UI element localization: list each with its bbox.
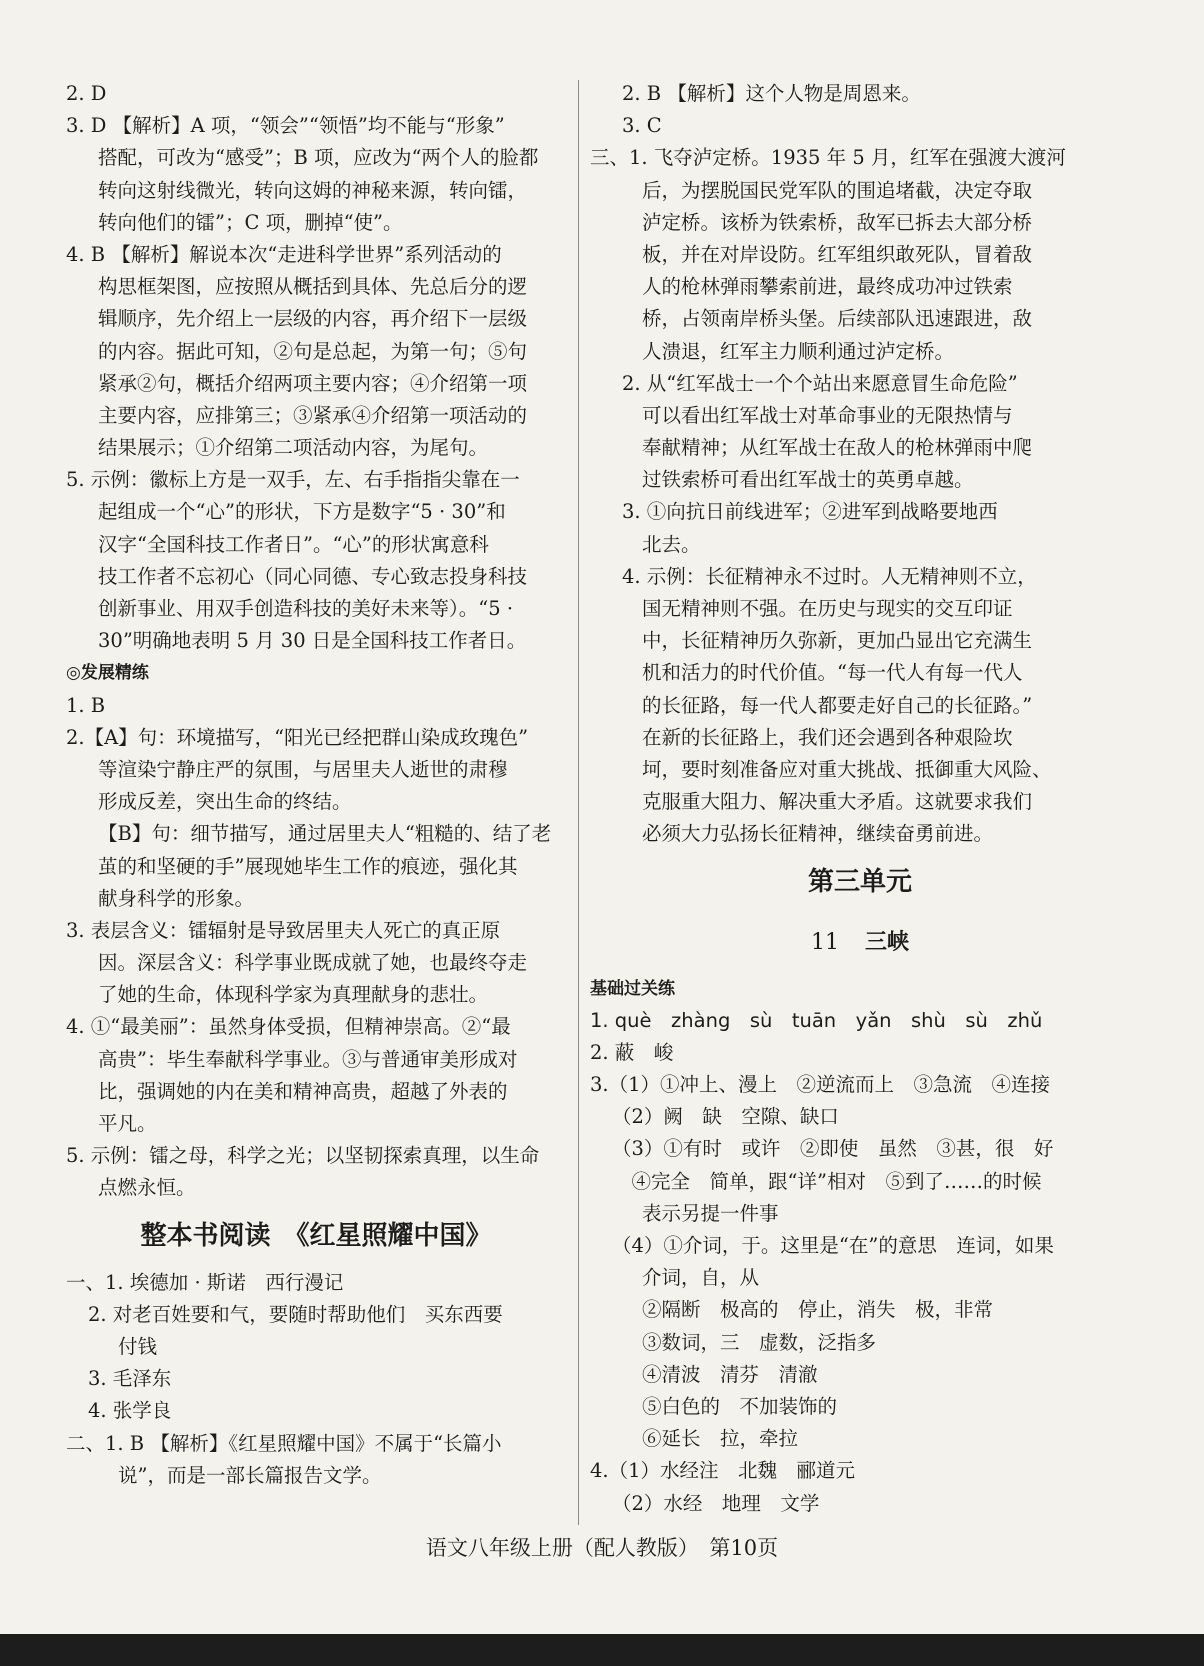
answer-line: 茧的和坚硬的手”展现她毕生工作的痕迹，强化其 [98, 854, 518, 878]
subsection-heading: 基础过关练 [590, 978, 675, 999]
subsection-heading: ◎发展精练 [66, 663, 149, 684]
answer-line: （4）①介词，于。这里是“在”的意思 连词，如果 [612, 1234, 1054, 1257]
answer-line: 奉献精神；从红军战士在敌人的枪林弹雨中爬 [642, 436, 1033, 460]
left-column [66, 78, 566, 1492]
answer-line: 板，并在对岸设防。红军组织敢死队，冒着敌 [642, 242, 1033, 266]
answer-line: 的内容。据此可知，②句是总起，为第一句；⑤句 [98, 339, 528, 363]
answer-line: 等渲染宁静庄严的氛围，与居里夫人逝世的肃穆 [98, 757, 508, 781]
answer-line: 介词，自，从 [642, 1266, 760, 1290]
answer-line: 3. C [622, 114, 662, 138]
answer-line: 献身科学的形象。 [98, 886, 255, 910]
answer-line: 桥，占领南岸桥头堡。后续部队迅速跟进，敌 [642, 307, 1033, 331]
answer-line: 1. B [66, 693, 106, 717]
answer-line: 克服重大阻力、解决重大矛盾。这就要求我们 [642, 790, 1033, 814]
answer-line: 中，长征精神历久弥新，更加凸显出它充满生 [642, 629, 1033, 653]
answer-line: 汉字“全国科技工作者日”。“心”的形状寓意科 [98, 532, 489, 556]
answer-line: 30”明确地表明 5 月 30 日是全国科技工作者日。 [98, 629, 527, 653]
answer-line: ④完全 简单，跟“详”相对 ⑤到了……的时候 [612, 1169, 1042, 1193]
answer-line: 转向这射线微光，转向这姆的神秘来源，转向镭， [98, 178, 528, 202]
answer-line: 5. 示例：徽标上方是一双手，左、右手指指尖靠在一 [66, 468, 520, 492]
answer-line: 搭配，可改为“感受”；B 项，应改为“两个人的脸都 [98, 146, 539, 170]
answer-line: 人溃退，红军主力顺利通过泸定桥。 [642, 339, 955, 363]
answer-line: 付钱 [118, 1334, 158, 1358]
right-column [590, 78, 1130, 1520]
answer-line: 创新事业、用双手创造科技的美好未来等）。“5 · [98, 597, 514, 620]
answer-line: 人的枪林弹雨攀索前进，最终成功冲过铁索 [642, 275, 1013, 299]
answer-line: 坷，要时刻准备应对重大挑战、抵御重大风险、 [642, 757, 1052, 781]
answer-line: 说”，而是一部长篇报告文学。 [118, 1463, 382, 1487]
answer-line: 机和活力的时代价值。“每一代人有每一代人 [642, 661, 1023, 685]
answer-line: 三、1. 飞夺泸定桥。1935 年 5 月，红军在强渡大渡河 [590, 146, 1066, 170]
answer-line: 的长征路，每一代人都要走好自己的长征路。” [642, 693, 1033, 717]
answer-line: 紧承②句，概括介绍两项主要内容；④介绍第一项 [98, 371, 528, 395]
lesson-name: 三峡 [864, 929, 909, 955]
answer-line: 比，强调她的内在美和精神高贵，超越了外表的 [98, 1079, 508, 1103]
answer-line: 3. ①向抗日前线进军；②进军到战略要地西 [622, 500, 998, 524]
answer-line: 主要内容，应排第三；③紧承④介绍第一项活动的 [98, 403, 528, 427]
answer-line: 2. 从“红军战士一个个站出来愿意冒生命危险” [622, 371, 1018, 395]
answer-line: 构思框架图，应按照从概括到具体、先总后分的逻 [98, 275, 528, 299]
answer-line: 技工作者不忘初心（同心同德、专心致志投身科技 [98, 564, 528, 588]
answer-line: ②隔断 极高的 停止，消失 极，非常 [642, 1298, 994, 1322]
answer-line: ④清波 清芬 清澈 [642, 1362, 818, 1386]
answer-line: 4. ①“最美丽”：虽然身体受损，但精神崇高。②“最 [66, 1015, 511, 1039]
answer-line: 形成反差，突出生命的终结。 [98, 790, 352, 814]
answer-line: 2.【A】句：环境描写，“阳光已经把群山染成玫瑰色” [66, 725, 529, 749]
answer-line: 结果展示；①介绍第二项活动内容，为尾句。 [98, 436, 489, 460]
answer-line: 3. 表层含义：镭辐射是导致居里夫人死亡的真正原 [66, 918, 501, 942]
answer-line: 国无精神则不强。在历史与现实的交互印证 [642, 597, 1013, 620]
answer-line: 可以看出红军战士对革命事业的无限热情与 [642, 403, 1013, 427]
answer-line: 转向他们的镭”；C 项，删掉“使”。 [98, 210, 403, 234]
answer-line: 4. 张学良 [88, 1399, 172, 1423]
answer-line: 点燃永恒。 [98, 1176, 196, 1200]
answer-line: 起组成一个“心”的形状，下方是数字“5 · 30”和 [98, 500, 506, 524]
answer-line: 2. 蔽 峻 [590, 1040, 674, 1064]
answer-line: 4. 示例：长征精神永不过时。人无精神则不立， [622, 564, 1037, 588]
answer-line: 表示另提一件事 [642, 1201, 779, 1225]
lesson-number: 11 [810, 929, 839, 955]
answer-line: 3.（1）①冲上、漫上 ②逆流而上 ③急流 ④连接 [590, 1073, 1051, 1097]
answer-line: ⑤白色的 不加装饰的 [642, 1394, 838, 1418]
answer-line: ⑥延长 拉，牵拉 [642, 1427, 799, 1451]
answer-line: 二、1. B 【解析】《红星照耀中国》不属于“长篇小 [66, 1431, 502, 1455]
answer-line: 2. D [66, 82, 107, 105]
answer-line: 【B】句：细节描写，通过居里夫人“粗糙的、结了老 [98, 822, 552, 846]
answer-line: 必须大力弘扬长征精神，继续奋勇前进。 [642, 822, 994, 846]
answer-line: 2. 对老百姓要和气，要随时帮助他们 买东西要 [88, 1302, 503, 1326]
answer-line: （3）①有时 或许 ②即使 虽然 ③甚，很 好 [612, 1137, 1054, 1161]
answer-line: （2）阙 缺 空隙、缺口 [612, 1105, 839, 1129]
answer-line: 一、1. 埃德加 · 斯诺 西行漫记 [66, 1270, 344, 1294]
answer-line: 后，为摆脱国民党军队的围追堵截，决定夺取 [642, 178, 1033, 202]
answer-line: 1. què zhàng sù tuān yǎn shù sù zhǔ [590, 1008, 1043, 1032]
answer-line: 在新的长征路上，我们还会遇到各种艰险坎 [642, 725, 1013, 749]
answer-line: 3. 毛泽东 [88, 1367, 172, 1391]
scan-edge-bar [0, 1634, 1204, 1666]
answer-line: 过铁索桥可看出红军战士的英勇卓越。 [642, 468, 974, 492]
answer-line: 2. B 【解析】这个人物是周恩来。 [622, 82, 921, 105]
answer-line: 3. D 【解析】A 项，“领会”“领悟”均不能与“形象” [66, 114, 505, 138]
answer-line: 了她的生命，体现科学家为真理献身的悲壮。 [98, 983, 489, 1007]
section-heading: 整本书阅读 《红星照耀中国》 [140, 1220, 492, 1251]
answer-line: 因。深层含义：科学事业既成就了她，也最终夺走 [98, 951, 528, 975]
answer-line: 辑顺序，先介绍上一层级的内容，再介绍下一层级 [98, 307, 528, 331]
page-footer: 语文八年级上册（配人教版） 第10页 [425, 1536, 779, 1560]
answer-line: ③数词，三 虚数，泛指多 [642, 1330, 877, 1354]
answer-line: 4. B 【解析】解说本次“走进科学世界”系列活动的 [66, 242, 502, 266]
section-heading: 第三单元 [807, 866, 912, 897]
column-divider [578, 80, 579, 1525]
answer-line: 4.（1）水经注 北魏 郦道元 [590, 1459, 856, 1483]
lesson-title [590, 913, 1130, 973]
answer-line: 北去。 [642, 532, 701, 556]
answer-line: 泸定桥。该桥为铁索桥，敌军已拆去大部分桥 [642, 210, 1033, 234]
answer-line: 平凡。 [98, 1112, 157, 1135]
answer-line: （2）水经 地理 文学 [612, 1491, 820, 1515]
answer-line: 5. 示例：镭之母，科学之光；以坚韧探索真理，以生命 [66, 1144, 540, 1168]
answer-line: 高贵”：毕生奉献科学事业。③与普通审美形成对 [98, 1047, 518, 1071]
